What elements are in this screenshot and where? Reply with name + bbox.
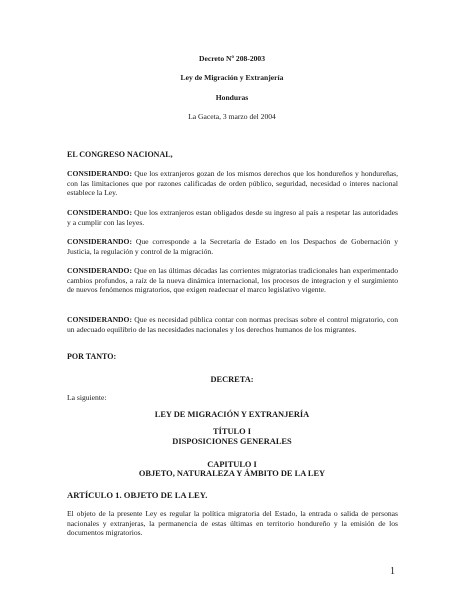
considerando-text: Que corresponde a la Secretaría de Estado en los Despachos de Gobernación y Justicia, la regulación y control de la migración. xyxy=(67,237,398,256)
country-name: Honduras xyxy=(215,93,249,102)
article-1-text: El objeto de la presente Ley es regular la política migratoria del Estado, la entrada o salida de personas nacionales y extranjeras, la permanencia de estas últimas en territorio hondureño y la emisión de los documentos migratorios. xyxy=(67,509,398,538)
congress-heading: EL CONGRESO NACIONAL, xyxy=(67,150,173,159)
law-title: Ley de Migración y Extranjería xyxy=(180,73,284,82)
considerando-label: CONSIDERANDO: xyxy=(67,237,132,246)
article-heading: ARTÍCULO 1. OBJETO DE LA LEY. xyxy=(67,490,208,500)
considerando-text: Que los extranjeros gozan de los mismos derechos que los hondureños y hondureñas, con las limitaciones que por razones calificadas de orden público, seguridad, necesidad o interes nacional establece la Ley. xyxy=(67,169,398,198)
considerando-label: CONSIDERANDO: xyxy=(67,315,132,324)
page-number: 1 xyxy=(390,566,395,577)
considerando-label: CONSIDERANDO: xyxy=(67,169,132,178)
considerando-1 xyxy=(67,169,398,198)
capitulo-name: OBJETO, NATURALEZA Y ÁMBITO DE LA LEY xyxy=(138,469,326,478)
capitulo-number: CAPITULO I xyxy=(207,460,257,469)
considerando-label: CONSIDERANDO: xyxy=(67,266,132,275)
considerando-5 xyxy=(67,315,398,334)
considerando-3 xyxy=(67,237,398,256)
considerando-2 xyxy=(67,208,398,227)
law-heading: LEY DE MIGRACIÓN Y EXTRANJERÍA xyxy=(154,410,310,419)
considerando-4 xyxy=(67,266,398,295)
considerando-label: CONSIDERANDO: xyxy=(67,208,132,217)
considerando-text: Que es necesidad pública contar con normas precisas sobre el control migratorio, con un adecuado equilibrio de las necesidades nacionales y los derechos humanos de los migrantes. xyxy=(67,315,398,334)
por-tanto-heading: POR TANTO: xyxy=(67,352,117,361)
decreta-heading: DECRETA: xyxy=(210,375,254,384)
considerando-text: Que los extranjeros estan obligados desde su ingreso al país a respetar las autoridades y a cumplir con las leyes. xyxy=(67,208,398,227)
titulo-name: DISPOSICIONES GENERALES xyxy=(172,437,292,446)
titulo-number: TÍTULO I xyxy=(213,427,251,436)
gazette-date: La Gaceta, 3 marzo del 2004 xyxy=(188,112,276,121)
siguiente-text: La siguiente: xyxy=(67,393,107,402)
decree-number: Decreto Nº 208-2003 xyxy=(198,54,266,63)
considerando-text: Que en las últimas décadas las corrientes migratorias tradicionales han experimentado cambios profundos, a raíz de la nueva dinámica internacional, los procesos de integracion y el surgimiento de nuevos fenómenos migratorios, que exigen readecuar el marco legislativo vigente. xyxy=(67,266,398,295)
